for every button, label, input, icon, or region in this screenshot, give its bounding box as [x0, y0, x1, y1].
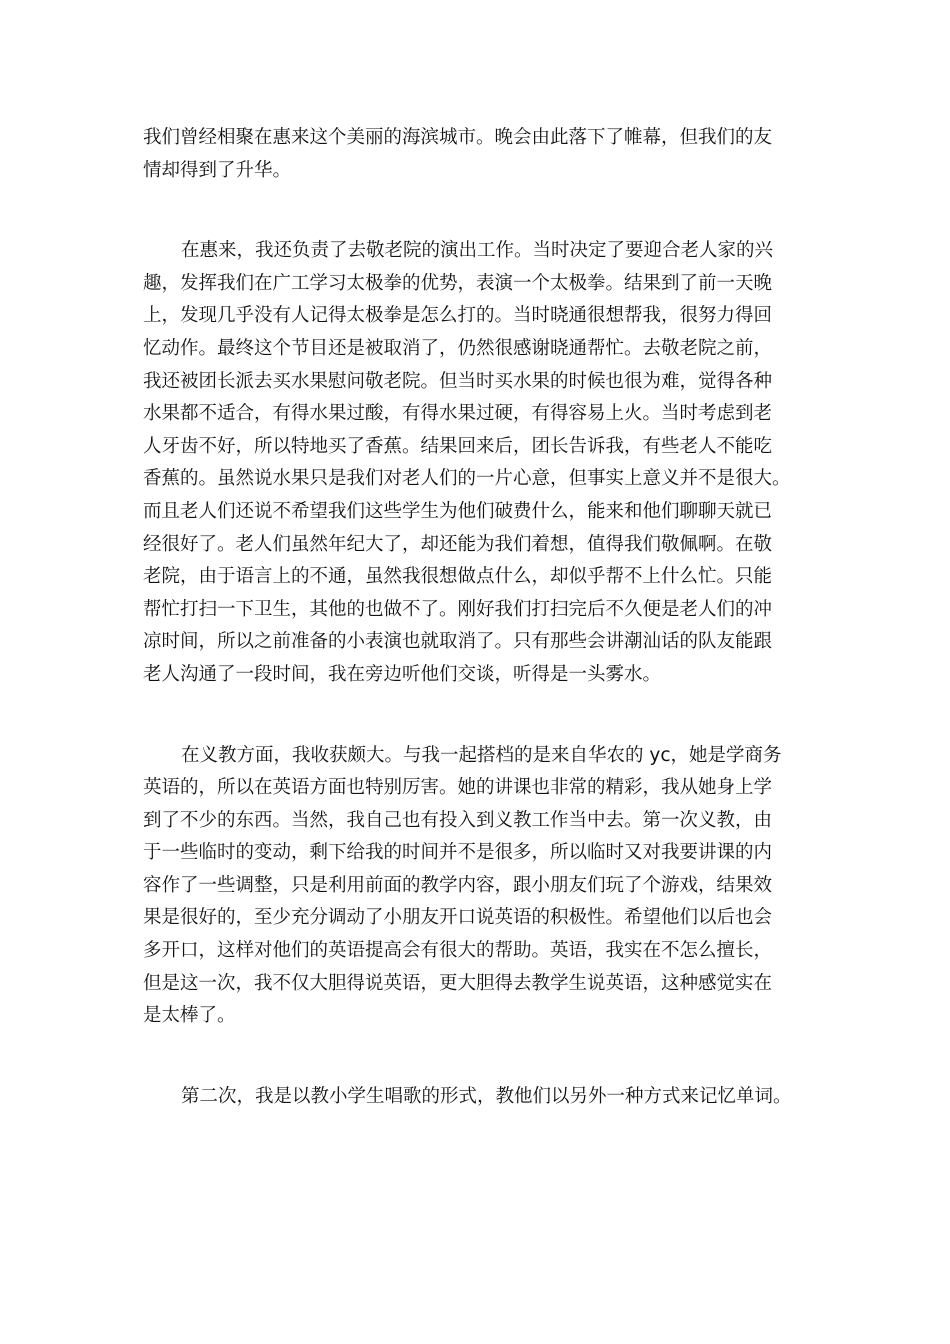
- text-line: 人牙齿不好，所以特地买了香蕉。结果回来后，团长告诉我，有些老人不能吃: [143, 435, 773, 457]
- text-line: 于一些临时的变动，剩下给我的时间并不是很多，所以临时又对我要讲课的内: [143, 842, 773, 864]
- text-line: 第二次，我是以教小学生唱歌的形式，教他们以另外一种方式来记忆单词。: [181, 1085, 792, 1107]
- paragraph-3: [143, 740, 823, 1033]
- text-line: 我们曾经相聚在惠来这个美丽的海滨城市。晚会由此落下了帷幕，但我们的友: [143, 127, 773, 148]
- text-line: 老人沟通了一段时间，我在旁边听他们交谈，听得是一头雾水。: [143, 663, 662, 685]
- text-line: 容作了一些调整，只是利用前面的教学内容，跟小朋友们玩了个游戏，结果效: [143, 874, 773, 896]
- text-line: 情却得到了升华。: [143, 159, 292, 181]
- text-line: 我还被团长派去买水果慰问敬老院。但当时买水果的时候也很为难，觉得各种: [143, 370, 773, 392]
- paragraph-1: [143, 122, 823, 187]
- text-line: 多开口，这样对他们的英语提高会有很大的帮助。英语，我实在不怎么擅长，: [143, 940, 773, 962]
- paragraph-gap: [143, 692, 823, 740]
- document-page: [143, 122, 823, 1113]
- text-line: 果是很好的，至少充分调动了小朋友开口说英语的积极性。希望他们以后也会: [143, 907, 773, 929]
- paragraph-2: [143, 235, 823, 691]
- text-line: 帮忙打扫一下卫生，其他的也做不了。刚好我们打扫完后不久便是老人们的冲: [143, 598, 773, 620]
- text-line: 经很好了。老人们虽然年纪大了，却还能为我们着想，值得我们敬佩啊。在敬: [143, 533, 773, 555]
- text-line: 在义教方面，我收获颇大。与我一起搭档的是来自华农的 yc，她是学商务: [181, 744, 782, 766]
- text-line: 到了不少的东西。当然，我自己也有投入到义教工作当中去。第一次义教，由: [143, 809, 773, 831]
- text-line: 老院，由于语言上的不通，虽然我很想做点什么，却似乎帮不上什么忙。只能: [143, 566, 773, 588]
- text-line: 但是这一次，我不仅大胆得说英语，更大胆得去教学生说英语，这种感觉实在: [143, 972, 773, 994]
- text-line: 凉时间，所以之前准备的小表演也就取消了。只有那些会讲潮汕话的队友能跟: [143, 631, 773, 653]
- paragraph-gap: [143, 1033, 823, 1081]
- text-line: 趣，发挥我们在广工学习太极拳的优势，表演一个太极拳。结果到了前一天晚: [143, 272, 773, 294]
- text-line: 上，发现几乎没有人记得太极拳是怎么打的。当时晓通很想帮我，很努力得回: [143, 305, 773, 327]
- text-line: 忆动作。最终这个节目还是被取消了，仍然很感谢晓通帮忙。去敬老院之前，: [143, 337, 773, 359]
- text-line: 英语的，所以在英语方面也特别厉害。她的讲课也非常的精彩，我从她身上学: [143, 777, 773, 799]
- text-line: 是太棒了。: [143, 1005, 236, 1027]
- text-line: 而且老人们还说不希望我们这些学生为他们破费什么，能来和他们聊聊天就已: [143, 500, 773, 522]
- paragraph-gap: [143, 187, 823, 235]
- text-line: 香蕉的。虽然说水果只是我们对老人们的一片心意，但事实上意义并不是很大。: [143, 468, 791, 490]
- text-line: 水果都不适合，有得水果过酸，有得水果过硬，有得容易上火。当时考虑到老: [143, 403, 773, 425]
- paragraph-4: [143, 1081, 823, 1114]
- text-line: 在惠来，我还负责了去敬老院的演出工作。当时决定了要迎合老人家的兴: [181, 240, 774, 262]
